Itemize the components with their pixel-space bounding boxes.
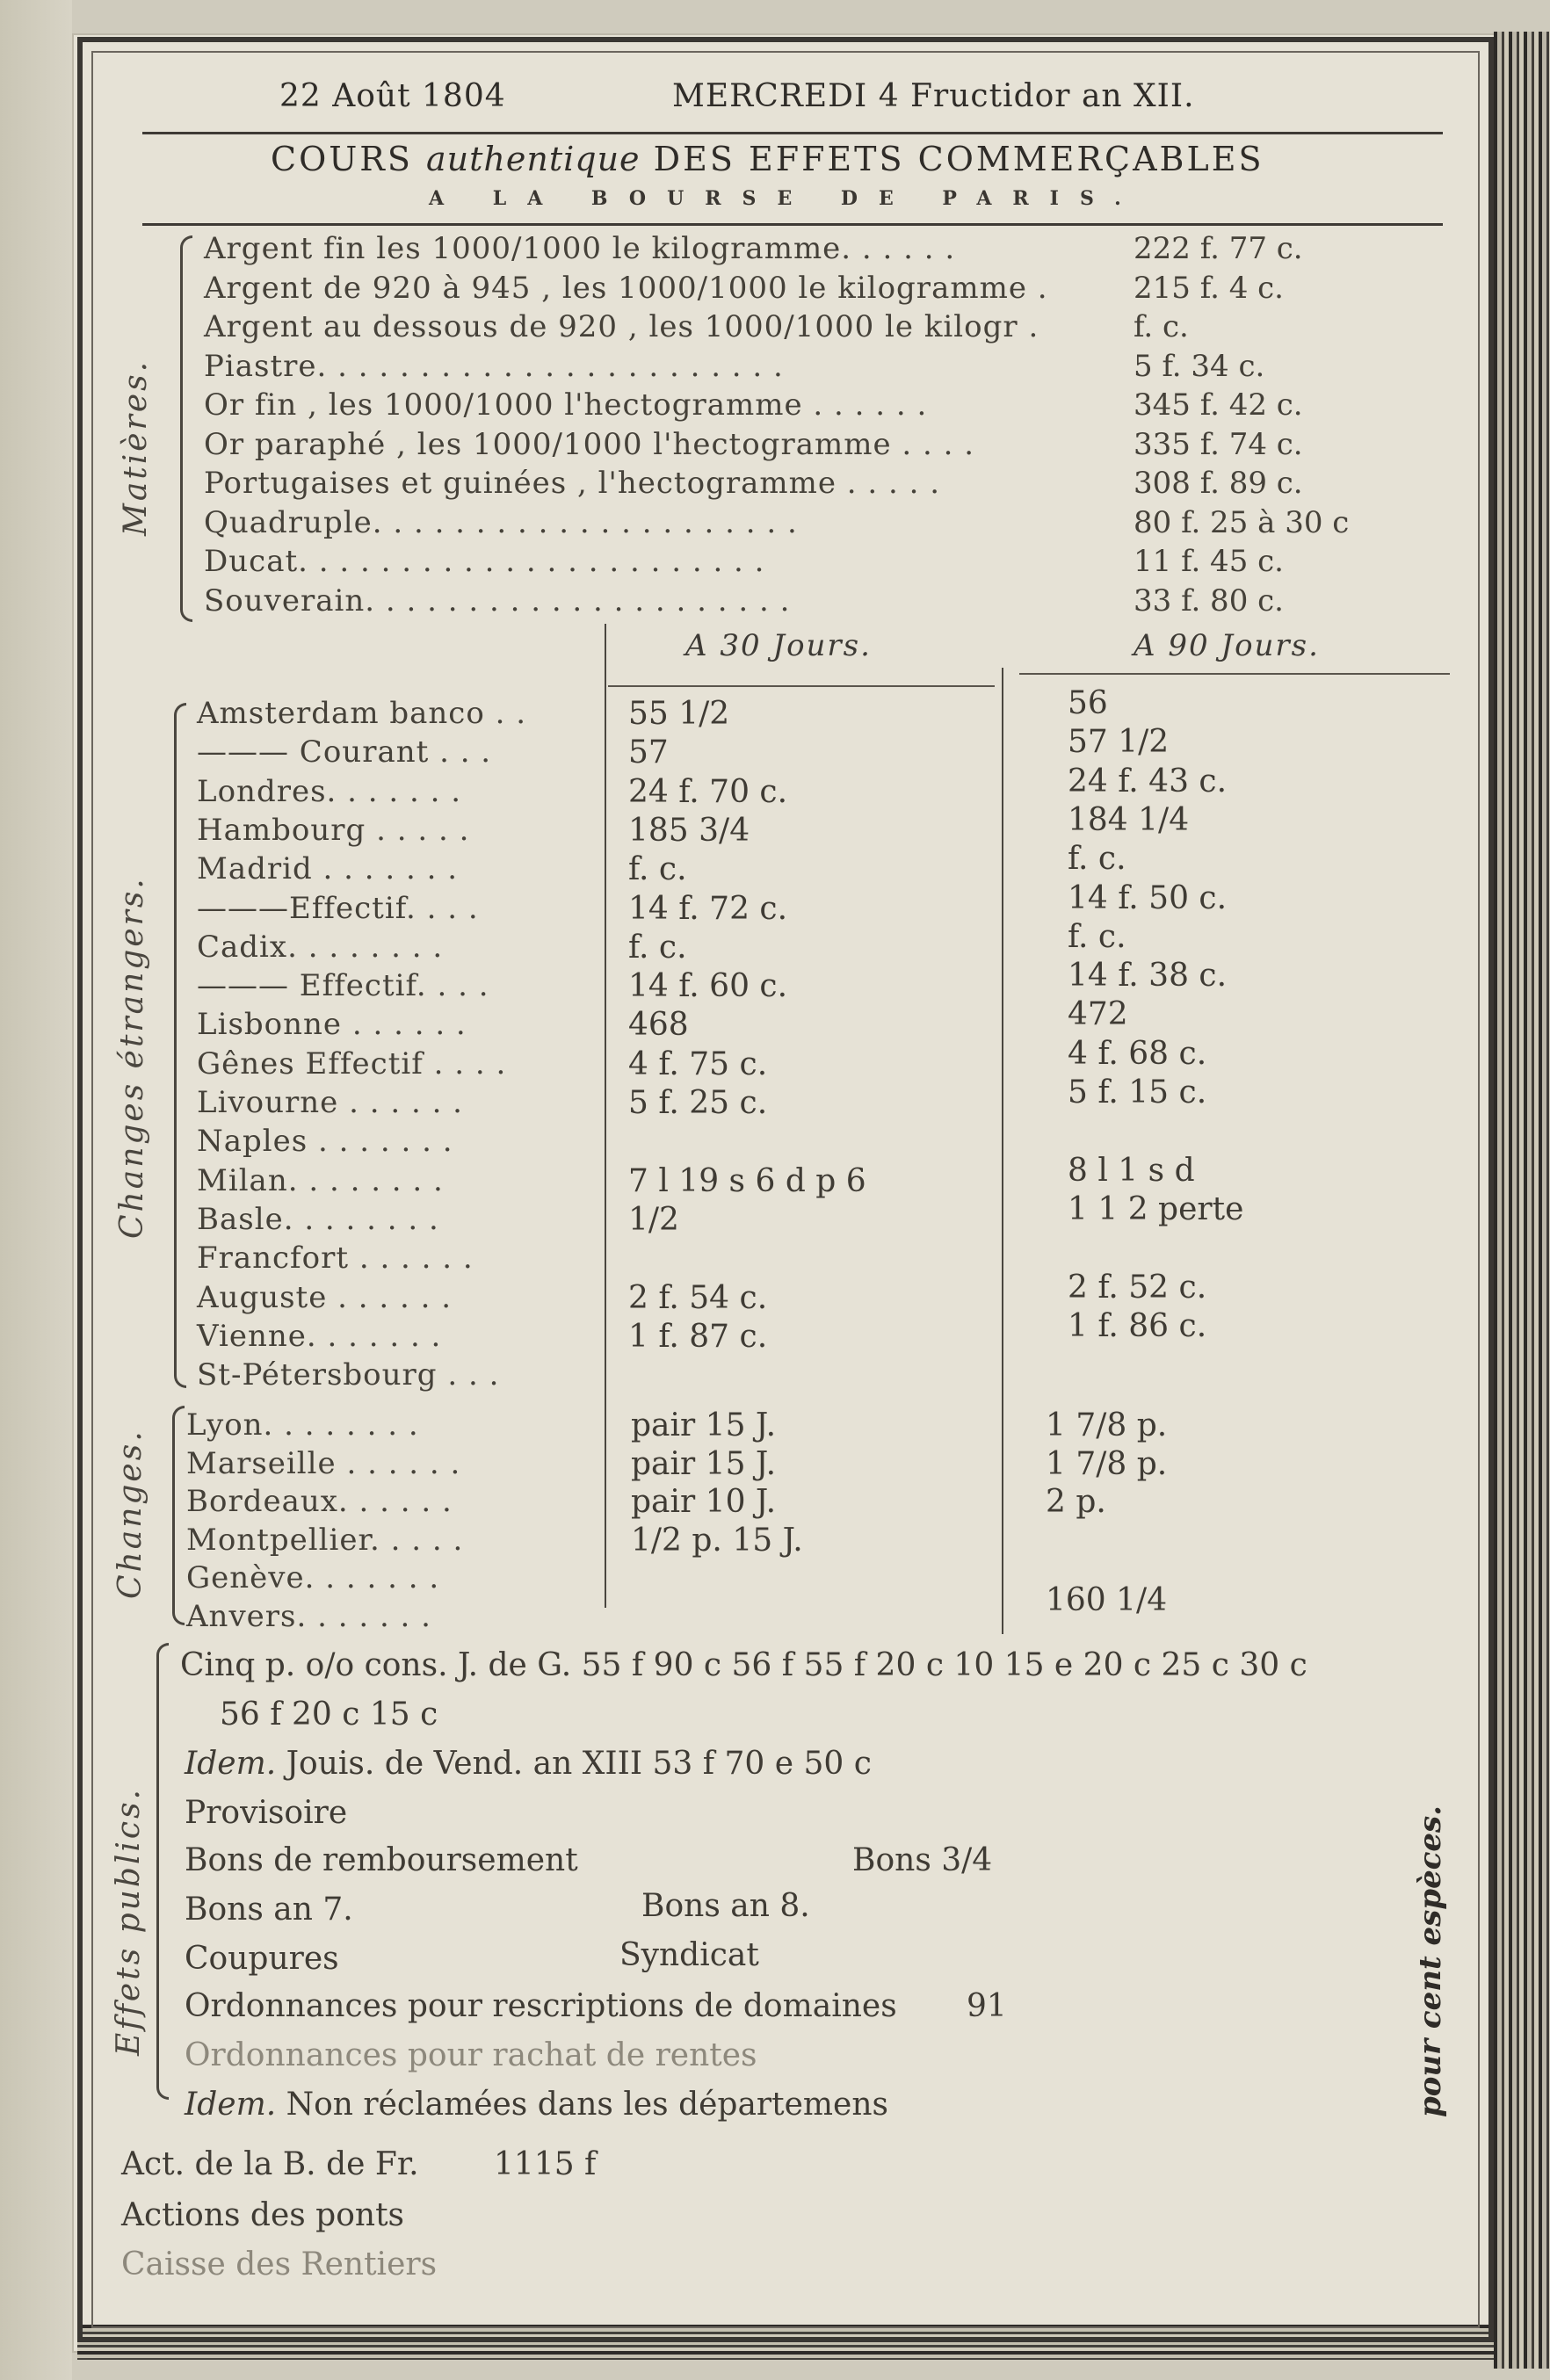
domestic-change-row-label: Anvers. . . . . . . — [186, 1598, 431, 1634]
domestic-change-90-jours: 1 7/8 p. — [1046, 1445, 1168, 1482]
change-row-label: Vienne. . . . . . . — [197, 1318, 442, 1354]
header-rule — [142, 132, 1443, 134]
matieres-row-label: Or fin , les 1000/1000 l'hectogramme . . . . . . — [204, 387, 928, 423]
change-row-90-jours: 4 f. 68 c. — [1068, 1035, 1207, 1072]
coupures-label: Coupures — [185, 1941, 339, 1977]
matieres-row-label: Quadruple. . . . . . . . . . . . . . . . . . . . . — [204, 504, 798, 540]
matieres-row-label: Portugaises et guinées , l'hectogramme . . . . . — [204, 466, 941, 501]
non-reclamees-line: Idem. Non réclamées dans les départemens — [185, 2087, 889, 2123]
matieres-row-value: 11 f. 45 c. — [1134, 544, 1284, 579]
column-header-30-jours: A 30 Jours. — [685, 628, 872, 663]
change-row-30-jours: 1 f. 87 c. — [628, 1318, 768, 1355]
change-row-label: Basle. . . . . . . . — [197, 1201, 439, 1237]
change-row-label: Francfort . . . . . . — [197, 1241, 474, 1277]
matieres-row-value: 345 f. 42 c. — [1134, 387, 1303, 423]
domestic-change-30-jours: pair 10 J. — [631, 1484, 777, 1520]
domestic-change-90-jours: 1 7/8 p. — [1046, 1407, 1168, 1443]
bons-an-7-label: Bons an 7. — [185, 1892, 353, 1928]
bons-an-8-label: Bons an 8. — [641, 1888, 810, 1924]
page-edge-right — [1494, 32, 1550, 2369]
section-label-effets-publics: Effets publics. — [111, 1787, 147, 2056]
change-row-label: Naples . . . . . . . — [197, 1124, 453, 1160]
page-subtitle: A LA BOURSE DE PARIS. — [429, 187, 1142, 210]
change-row-90-jours: 56 — [1068, 685, 1108, 721]
book-gutter — [0, 0, 72, 2380]
change-row-label: Gênes Effectif . . . . — [197, 1045, 507, 1081]
change-row-90-jours: 24 f. 43 c. — [1068, 763, 1228, 799]
matieres-row-value: 222 f. 77 c. — [1134, 231, 1303, 266]
matieres-row-value: 215 f. 4 c. — [1134, 270, 1284, 306]
domestic-change-30-jours: pair 15 J. — [631, 1407, 777, 1443]
change-row-90-jours: 14 f. 38 c. — [1068, 958, 1228, 995]
change-row-30-jours: 14 f. 60 c. — [628, 968, 788, 1005]
domestic-change-row-label: Montpellier. . . . . — [186, 1522, 464, 1558]
change-row-30-jours: f. c. — [628, 851, 687, 888]
provisoire-label: Provisoire — [185, 1795, 348, 1831]
change-row-30-jours: 55 1/2 — [628, 696, 730, 732]
change-row-label: Londres. . . . . . . — [197, 773, 462, 809]
column-header-rule-30 — [608, 685, 995, 687]
change-row-label: Amsterdam banco . . — [197, 696, 527, 731]
actions-banque-label: Act. de la B. de Fr. — [121, 2146, 419, 2182]
change-row-30-jours: 14 f. 72 c. — [628, 890, 788, 927]
change-row-label: Livourne . . . . . . — [197, 1085, 463, 1120]
cinq-pour-cent-line-continued: 56 f 20 c 15 c — [220, 1696, 438, 1733]
change-row-30-jours: 4 f. 75 c. — [628, 1045, 768, 1082]
domestic-change-90-jours: 160 1/4 — [1046, 1582, 1168, 1618]
matieres-row-label: Souverain. . . . . . . . . . . . . . . . . . . . . — [204, 582, 791, 619]
domestic-change-row-label: Bordeaux. . . . . . — [186, 1484, 453, 1519]
matieres-row-label: Argent au dessous de 920 , les 1000/1000 le kilogr . — [204, 309, 1039, 344]
section-label-changes: Changes. — [112, 1429, 148, 1599]
matieres-row-label: Or paraphé , les 1000/1000 l'hectogramme . . . . — [204, 426, 975, 462]
change-row-90-jours: 472 — [1068, 996, 1128, 1033]
matieres-row-value: 80 f. 25 à 30 c — [1134, 504, 1350, 540]
cinq-pour-cent-line: Cinq p. o/o cons. J. de G. 55 f 90 c 56 f 55 f 20 c 10 15 e 20 c 25 c 30 c — [180, 1647, 1307, 1683]
ordonnances-domaines-label: Ordonnances pour rescriptions de domaines — [185, 1988, 897, 2024]
section-label-matieres: Matières. — [118, 358, 154, 536]
domestic-change-30-jours: 1/2 p. 15 J. — [631, 1522, 803, 1559]
change-row-30-jours: 185 3/4 — [628, 812, 750, 849]
change-row-label: Lisbonne . . . . . . — [197, 1007, 467, 1043]
brace-matieres — [180, 235, 192, 622]
domestic-change-90-jours: 2 p. — [1046, 1484, 1106, 1520]
matieres-row-label: Piastre. . . . . . . . . . . . . . . . . . . . . . . — [204, 348, 784, 384]
change-row-label: ——— Courant . . . — [197, 734, 492, 770]
header-date-gregorian: 22 Août 1804 — [279, 78, 506, 114]
change-row-90-jours: 184 1/4 — [1068, 801, 1190, 838]
change-row-90-jours: 1 1 2 perte — [1068, 1190, 1244, 1227]
change-row-label: Auguste . . . . . . — [197, 1279, 453, 1315]
change-row-90-jours: 8 l 1 s d — [1068, 1152, 1195, 1189]
change-row-30-jours: 7 l 19 s 6 d p 6 — [628, 1162, 866, 1199]
change-row-label: Madrid . . . . . . . — [197, 851, 459, 887]
actions-ponts-label: Actions des ponts — [121, 2197, 405, 2233]
change-row-90-jours: 2 f. 52 c. — [1068, 1269, 1207, 1306]
actions-banque-value: 1115 f — [494, 2146, 597, 2182]
brace-effets-publics — [156, 1643, 169, 2100]
change-row-30-jours: 468 — [628, 1007, 689, 1044]
matieres-row-value: 335 f. 74 c. — [1134, 426, 1303, 462]
bons-remboursement-label: Bons de remboursement — [185, 1842, 578, 1878]
bons-remboursement-value: Bons 3/4 — [852, 1842, 993, 1878]
pour-cent-especes-note: pour cent espèces. — [1413, 1805, 1448, 2117]
jouis-vend-line: Idem. Jouis. de Vend. an XIII 53 f 70 e 50 c — [185, 1746, 872, 1782]
matieres-row-label: Argent fin les 1000/1000 le kilogramme. . . . . . — [204, 231, 956, 266]
brace-changes — [172, 1406, 185, 1625]
title-rule — [142, 223, 1443, 226]
page-title: COURS authentique DES EFFETS COMMERÇABLES — [271, 140, 1264, 178]
change-row-30-jours: 2 f. 54 c. — [628, 1279, 768, 1316]
matieres-row-value: 308 f. 89 c. — [1134, 466, 1303, 501]
change-row-30-jours: f. c. — [628, 929, 687, 966]
column-divider-left — [605, 624, 606, 1608]
column-header-rule-90 — [1019, 673, 1450, 675]
domestic-change-row-label: Marseille . . . . . . — [186, 1445, 461, 1481]
change-row-label: Milan. . . . . . . . — [197, 1162, 444, 1198]
caisse-rentiers-label: Caisse des Rentiers — [121, 2246, 438, 2282]
change-row-90-jours: 5 f. 15 c. — [1068, 1074, 1207, 1110]
matieres-row-value: 33 f. 80 c. — [1134, 582, 1284, 619]
change-row-30-jours: 57 — [628, 734, 669, 771]
column-header-90-jours: A 90 Jours. — [1134, 628, 1320, 663]
change-row-label: Hambourg . . . . . — [197, 812, 470, 848]
change-row-90-jours: f. c. — [1068, 918, 1126, 955]
change-row-label: ——— Effectif. . . . — [197, 968, 489, 1004]
matieres-row-label: Ducat. . . . . . . . . . . . . . . . . . . . . . . — [204, 544, 765, 579]
header-date-republican: MERCREDI 4 Fructidor an XII. — [672, 78, 1195, 114]
section-label-changes-etrangers: Changes étrangers. — [114, 876, 150, 1239]
brace-changes-etrangers — [174, 703, 186, 1388]
matieres-row-value: f. c. — [1134, 309, 1189, 344]
change-row-90-jours: 1 f. 86 c. — [1068, 1307, 1207, 1344]
syndicat-label: Syndicat — [619, 1937, 759, 1973]
ordonnances-rentes-label: Ordonnances pour rachat de rentes — [185, 2037, 757, 2073]
column-divider-right — [1002, 668, 1003, 1634]
change-row-30-jours: 1/2 — [628, 1201, 679, 1238]
domestic-change-row-label: Genève. . . . . . . — [186, 1560, 440, 1595]
ordonnances-domaines-value: 91 — [967, 1988, 1007, 2024]
change-row-30-jours: 5 f. 25 c. — [628, 1085, 768, 1121]
change-row-label: Cadix. . . . . . . . — [197, 929, 444, 965]
change-row-label: ———Effectif. . . . — [197, 890, 479, 926]
change-row-30-jours: 24 f. 70 c. — [628, 773, 788, 810]
domestic-change-30-jours: pair 15 J. — [631, 1445, 777, 1482]
domestic-change-row-label: Lyon. . . . . . . . — [186, 1407, 419, 1443]
change-row-label: St-Pétersbourg . . . — [197, 1357, 500, 1393]
change-row-90-jours: f. c. — [1068, 841, 1126, 878]
matieres-row-label: Argent de 920 à 945 , les 1000/1000 le kilogramme . — [204, 270, 1048, 306]
change-row-90-jours: 14 f. 50 c. — [1068, 879, 1228, 916]
change-row-90-jours: 57 1/2 — [1068, 724, 1170, 761]
matieres-row-value: 5 f. 34 c. — [1134, 348, 1265, 384]
